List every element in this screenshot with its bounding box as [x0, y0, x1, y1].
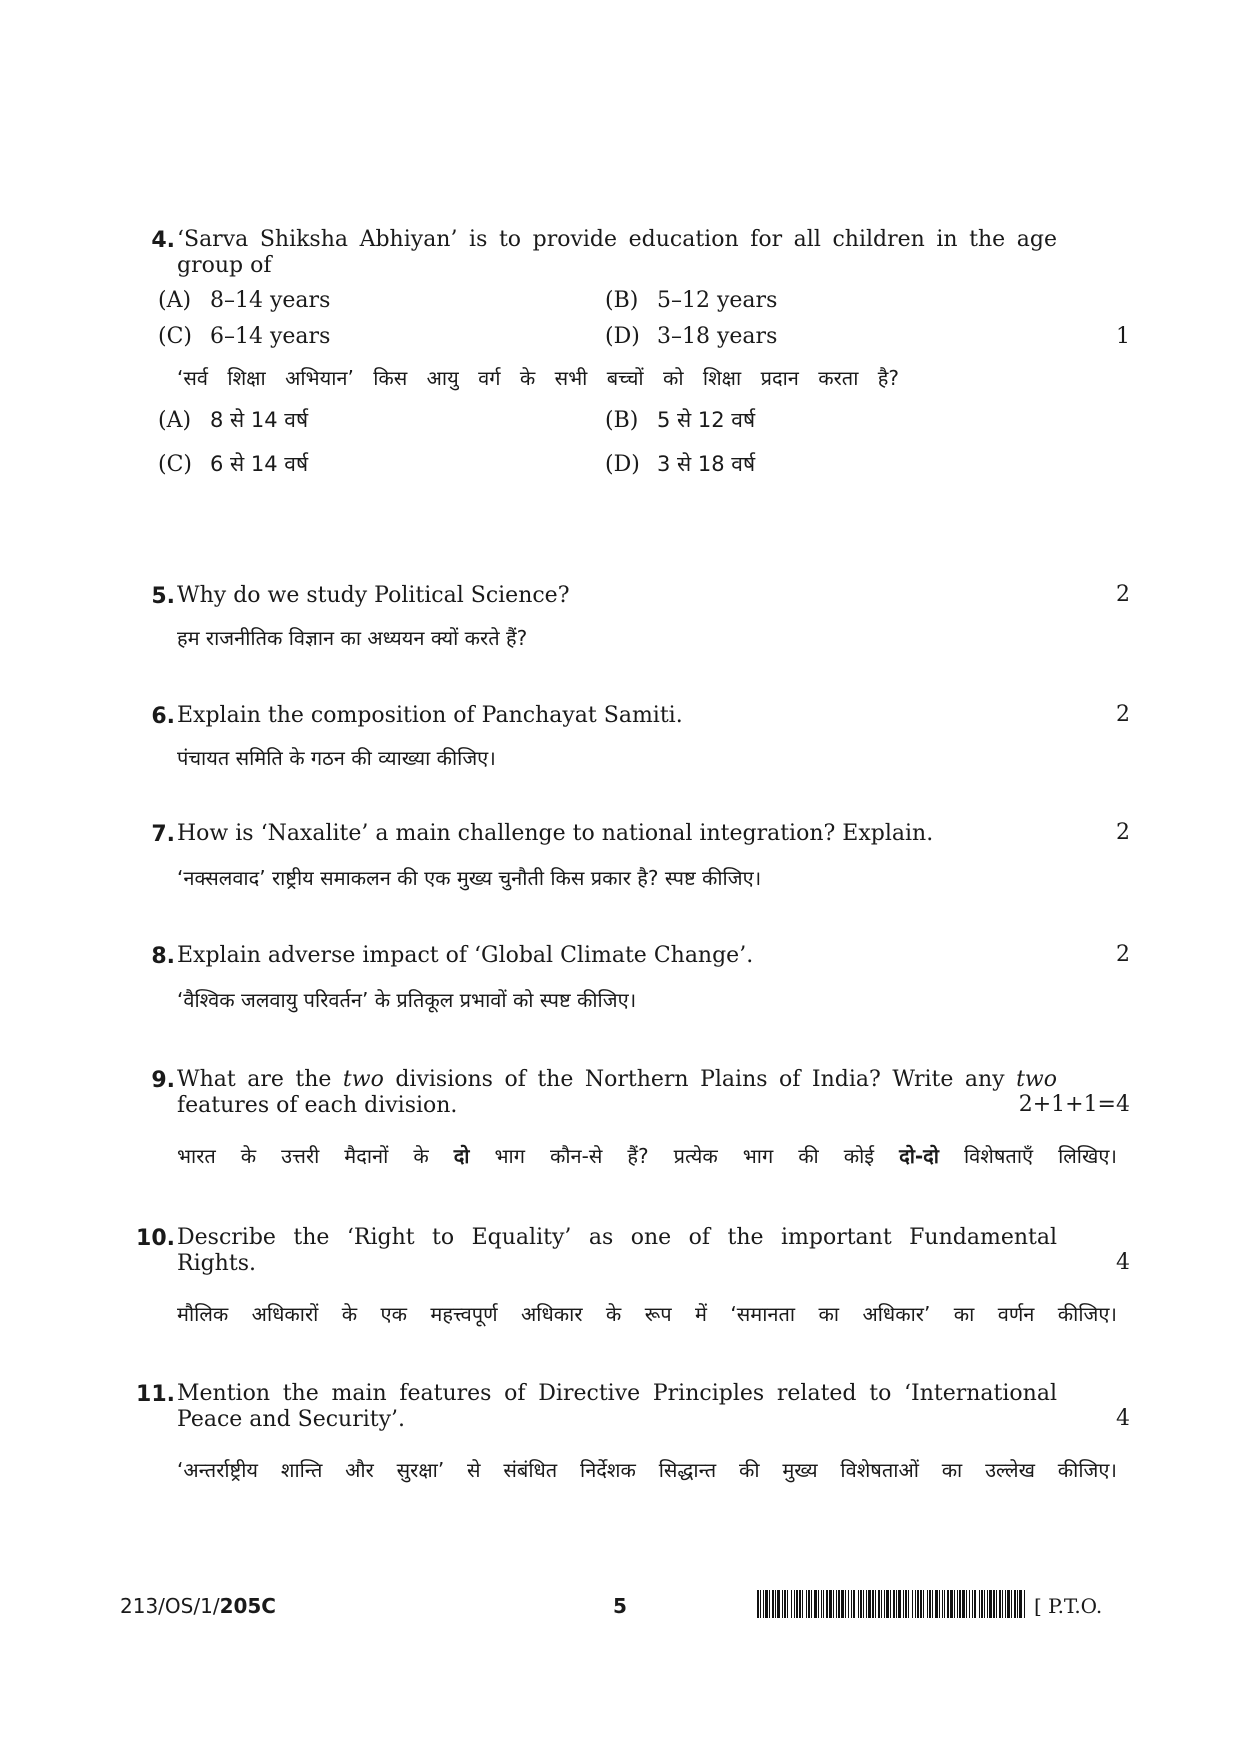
question-text-en: How is ‘Naxalite’ a main challenge to national integration? Explain. — [177, 821, 934, 846]
barcode-bar — [1007, 1590, 1010, 1618]
barcode-bar — [796, 1590, 798, 1618]
option-b-hi: (B) 5 से 12 वर्ष — [605, 408, 756, 433]
barcode-bar — [920, 1590, 922, 1618]
barcode-icon — [757, 1590, 1025, 1618]
question-text-en-line2: Rights. — [177, 1251, 256, 1276]
option-d-en: (D) 3–18 years — [605, 324, 778, 349]
barcode-bar — [818, 1590, 819, 1618]
barcode-bar — [923, 1590, 924, 1618]
barcode-bar — [886, 1590, 889, 1618]
barcode-bar — [954, 1590, 955, 1618]
question-text-en-line1: Mention the main features of Directive Principles related to ‘International — [177, 1381, 1057, 1406]
question-text-hi: ‘सर्व शिक्षा अभियान’ किस आयु वर्ग के सभी बच्चों को शिक्षा प्रदान करता है? — [177, 366, 899, 390]
barcode-bar — [838, 1590, 840, 1618]
question-number: 11. — [136, 1382, 175, 1407]
barcode-bar — [775, 1590, 776, 1618]
barcode-bar — [823, 1590, 824, 1618]
barcode-bar — [782, 1590, 783, 1618]
option-c-en: (C) 6–14 years — [158, 324, 331, 349]
barcode-bar — [808, 1590, 810, 1618]
question-text-en: Explain the composition of Panchayat Samiti. — [177, 703, 683, 728]
barcode-bar — [811, 1590, 812, 1618]
barcode-bar — [872, 1590, 874, 1618]
barcode-bar — [944, 1590, 945, 1618]
question-number: 10. — [136, 1226, 175, 1251]
barcode-bar — [777, 1590, 780, 1618]
barcode-bar — [959, 1590, 961, 1618]
barcode-bar — [826, 1590, 828, 1618]
barcode-bar — [987, 1590, 988, 1618]
barcode-bar — [802, 1590, 803, 1618]
question-number: 8. — [151, 944, 175, 969]
barcode-bar — [845, 1590, 846, 1618]
question-text-hi: ‘अन्तर्राष्ट्रीय शान्ति और सुरक्षा’ से संबंधित निर्देशक सिद्धान्त की मुख्य विशेषताओं का उल्लेख कीजिए। — [177, 1458, 1117, 1482]
barcode-bar — [969, 1590, 970, 1618]
barcode-bar — [890, 1590, 891, 1618]
barcode-bar — [772, 1590, 774, 1618]
barcode-bar — [898, 1590, 901, 1618]
marks: 2 — [1116, 942, 1130, 967]
barcode-bar — [863, 1590, 864, 1618]
page-number: 5 — [613, 1594, 627, 1618]
question-text-hi: भारत के उत्तरी मैदानों के दो भाग कौन-से हैं? प्रत्येक भाग की कोई दो-दो विशेषताएँ लिखिए। — [177, 1144, 1117, 1168]
barcode-bar — [915, 1590, 916, 1618]
barcode-bar — [878, 1590, 880, 1618]
barcode-bar — [935, 1590, 938, 1618]
option-a-hi: (A) 8 से 14 वर्ष — [158, 408, 309, 433]
barcode-bar — [929, 1590, 931, 1618]
barcode-bar — [1005, 1590, 1006, 1618]
option-c-hi: (C) 6 से 14 वर्ष — [158, 452, 309, 477]
barcode-bar — [903, 1590, 904, 1618]
barcode-bar — [912, 1590, 913, 1618]
barcode-bar — [806, 1590, 807, 1618]
barcode-bar — [848, 1590, 849, 1618]
marks: 1 — [1116, 324, 1130, 349]
barcode-bar — [868, 1590, 871, 1618]
option-b-en: (B) 5–12 years — [605, 288, 778, 313]
barcode-bar — [932, 1590, 933, 1618]
barcode-bar — [760, 1590, 761, 1618]
question-text-hi: मौलिक अधिकारों के एक महत्त्वपूर्ण अधिकार के रूप में ‘समानता का अधिकार’ का वर्णन कीजिए। — [177, 1302, 1117, 1326]
question-number: 5. — [151, 584, 175, 609]
barcode-bar — [833, 1590, 834, 1618]
barcode-bar — [939, 1590, 940, 1618]
barcode-bar — [905, 1590, 907, 1618]
marks: 2 — [1116, 820, 1130, 845]
barcode-bar — [981, 1590, 983, 1618]
question-text-en: Why do we study Political Science? — [177, 583, 570, 608]
barcode-bar — [858, 1590, 859, 1618]
barcode-bar — [821, 1590, 822, 1618]
barcode-bar — [881, 1590, 882, 1618]
question-text-en: Explain adverse impact of ‘Global Climate Change’. — [177, 943, 754, 968]
barcode-bar — [841, 1590, 844, 1618]
barcode-bar — [787, 1590, 788, 1618]
question-text-hi: ‘वैश्विक जलवायु परिवर्तन’ के प्रतिकूल प्रभावों को स्पष्ट कीजिए। — [177, 988, 637, 1012]
marks: 2+1+1=4 — [1018, 1092, 1130, 1117]
question-text-en-line2: group of — [177, 253, 272, 278]
question-number: 4. — [151, 228, 175, 253]
question-text-hi: पंचायत समिति के गठन की व्याख्या कीजिए। — [177, 746, 496, 770]
question-text-en-line2: Peace and Security’. — [177, 1407, 406, 1432]
barcode-bar — [853, 1590, 855, 1618]
marks: 4 — [1116, 1406, 1130, 1431]
barcode-bar — [974, 1590, 976, 1618]
barcode-bar — [979, 1590, 980, 1618]
barcode-bar — [896, 1590, 897, 1618]
barcode-bar — [757, 1590, 759, 1618]
question-number: 7. — [151, 822, 175, 847]
question-text-en-line1: Describe the ‘Right to Equality’ as one of the important Fundamental — [177, 1225, 1057, 1250]
question-number: 6. — [151, 704, 175, 729]
barcode-bar — [950, 1590, 953, 1618]
option-d-hi: (D) 3 से 18 वर्ष — [605, 452, 756, 477]
barcode-bar — [989, 1590, 992, 1618]
barcode-bar — [1011, 1590, 1012, 1618]
barcode-bar — [765, 1590, 768, 1618]
barcode-bar — [860, 1590, 862, 1618]
barcode-bar — [1017, 1590, 1018, 1618]
barcode-bar — [984, 1590, 985, 1618]
option-a-en: (A) 8–14 years — [158, 288, 331, 313]
barcode-bar — [927, 1590, 928, 1618]
question-text-hi: हम राजनीतिक विज्ञान का अध्ययन क्यों करते हैं? — [177, 626, 528, 650]
marks: 2 — [1116, 702, 1130, 727]
barcode-bar — [763, 1590, 764, 1618]
barcode-bar — [1002, 1590, 1003, 1618]
barcode-bar — [814, 1590, 817, 1618]
barcode-bar — [917, 1590, 919, 1618]
barcode-bar — [996, 1590, 997, 1618]
barcode-bar — [957, 1590, 958, 1618]
barcode-bar — [866, 1590, 867, 1618]
marks: 4 — [1116, 1250, 1130, 1275]
barcode-bar — [1019, 1590, 1022, 1618]
barcode-bar — [962, 1590, 965, 1618]
barcode-bar — [791, 1590, 792, 1618]
barcode-bar — [884, 1590, 885, 1618]
marks: 2 — [1116, 582, 1130, 607]
barcode-bar — [799, 1590, 801, 1618]
question-text-en-line1: ‘Sarva Shiksha Abhiyan’ is to provide education for all children in the age — [177, 227, 1057, 252]
barcode-bar — [947, 1590, 949, 1618]
barcode-bar — [908, 1590, 909, 1618]
question-text-en-line2: features of each division. — [177, 1093, 458, 1118]
paper-code: 213/OS/1/205C — [120, 1594, 276, 1618]
question-text-en-line1: What are the two divisions of the Northern Plains of India? Write any two — [177, 1067, 1057, 1092]
barcode-bar — [851, 1590, 852, 1618]
barcode-bar — [769, 1590, 770, 1618]
barcode-bar — [829, 1590, 832, 1618]
barcode-bar — [875, 1590, 876, 1618]
barcode-bar — [1024, 1590, 1025, 1618]
barcode-bar — [966, 1590, 967, 1618]
barcode-bar — [836, 1590, 837, 1618]
barcode-bar — [942, 1590, 943, 1618]
question-text-hi: ‘नक्सलवाद’ राष्ट्रीय समाकलन की एक मुख्य चुनौती किस प्रकार है? स्पष्ट कीजिए। — [177, 866, 762, 890]
barcode-bar — [784, 1590, 786, 1618]
barcode-bar — [794, 1590, 795, 1618]
barcode-bar — [1014, 1590, 1016, 1618]
pto-label: [ P.T.O. — [1034, 1594, 1103, 1618]
question-number: 9. — [151, 1068, 175, 1093]
barcode-bar — [999, 1590, 1001, 1618]
barcode-bar — [972, 1590, 973, 1618]
barcode-bar — [993, 1590, 995, 1618]
barcode-bar — [893, 1590, 895, 1618]
